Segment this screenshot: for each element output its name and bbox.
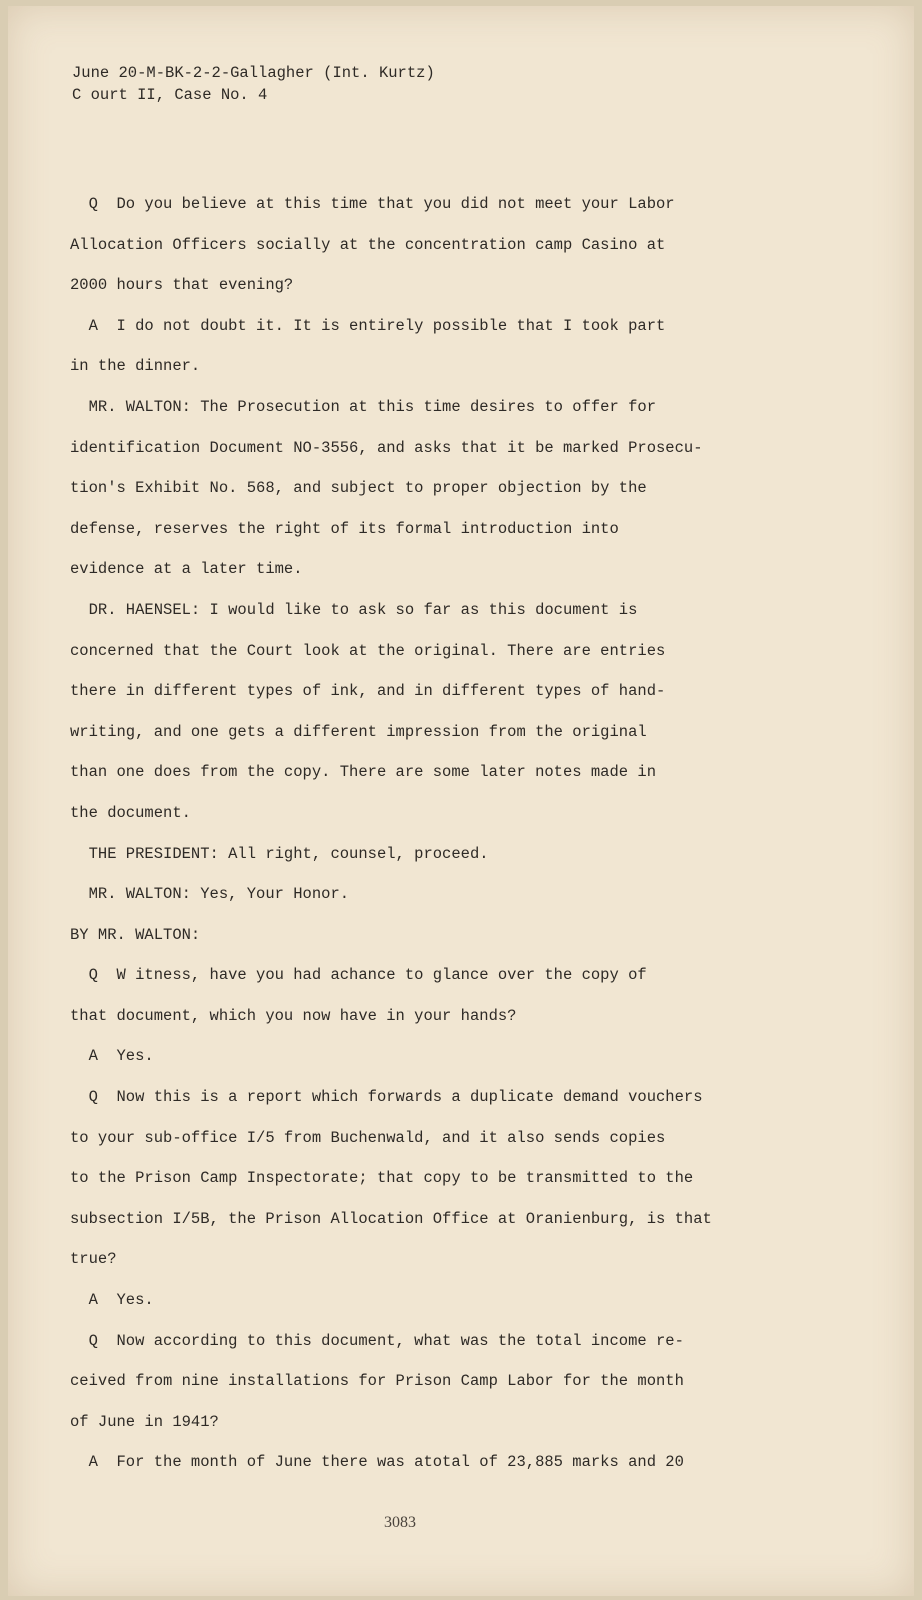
transcript-line: of June in 1941? [70, 1412, 219, 1431]
transcript-line: to your sub-office I/5 from Buchenwald, and it also sends copies [70, 1128, 666, 1147]
transcript-line: subsection I/5B, the Prison Allocation Office at Oranienburg, is that [70, 1209, 712, 1228]
transcript-line: A Yes. [70, 1047, 154, 1066]
transcript-line: Q Now according to this document, what was the total income re- [70, 1331, 684, 1350]
transcript-line: MR. WALTON: Yes, Your Honor. [70, 885, 350, 904]
header-line-1: June 20-M-BK-2-2-Gallagher (Int. Kurtz) [72, 64, 435, 82]
transcript-line: identification Document NO-3556, and asks that it be marked Prosecu- [70, 438, 703, 457]
document-page [8, 6, 914, 1596]
transcript-line: Q Now this is a report which forwards a duplicate demand vouchers [70, 1088, 703, 1107]
transcript-line: DR. HAENSEL: I would like to ask so far as this document is [70, 600, 638, 619]
transcript-line: there in different types of ink, and in different types of hand- [70, 682, 666, 701]
transcript-line: in the dinner. [70, 357, 201, 376]
transcript-line: writing, and one gets a different impression from the original [70, 722, 647, 741]
header-line-2: C ourt II, Case No. 4 [72, 86, 268, 104]
page-number: 3083 [384, 1514, 416, 1531]
transcript-line: Q W itness, have you had achance to glance over the copy of [70, 966, 647, 985]
transcript-line: defense, reserves the right of its formal introduction into [70, 519, 619, 538]
transcript-line: that document, which you now have in your hands? [70, 1006, 517, 1025]
transcript-line: MR. WALTON: The Prosecution at this time desires to offer for [70, 397, 656, 416]
transcript-line: Q Do you believe at this time that you did not meet your Labor [70, 195, 675, 213]
transcript-line: true? [70, 1250, 117, 1269]
transcript-line: tion's Exhibit No. 568, and subject to proper objection by the [70, 479, 647, 498]
transcript-line: A For the month of June there was atotal of 23,885 marks and 20 [70, 1453, 684, 1472]
transcript-line: than one does from the copy. There are some later notes made in [70, 763, 656, 782]
transcript-line: A I do not doubt it. It is entirely possible that I took part [70, 316, 666, 335]
transcript-line: ceived from nine installations for Prison Camp Labor for the month [70, 1372, 684, 1391]
transcript-line: to the Prison Camp Inspectorate; that copy to be transmitted to the [70, 1169, 694, 1188]
transcript-line: A Yes. [70, 1291, 154, 1310]
transcript-body [70, 184, 770, 1483]
transcript-line: THE PRESIDENT: All right, counsel, proceed. [70, 844, 489, 863]
transcript-line: the document. [70, 803, 191, 822]
transcript-line: BY MR. WALTON: [70, 925, 201, 944]
transcript-line: concerned that the Court look at the original. There are entries [70, 641, 666, 660]
document-header [72, 62, 435, 106]
transcript-line: evidence at a later time. [70, 560, 303, 579]
transcript-line: Allocation Officers socially at the concentration camp Casino at [70, 235, 666, 254]
transcript-line: 2000 hours that evening? [70, 276, 294, 295]
